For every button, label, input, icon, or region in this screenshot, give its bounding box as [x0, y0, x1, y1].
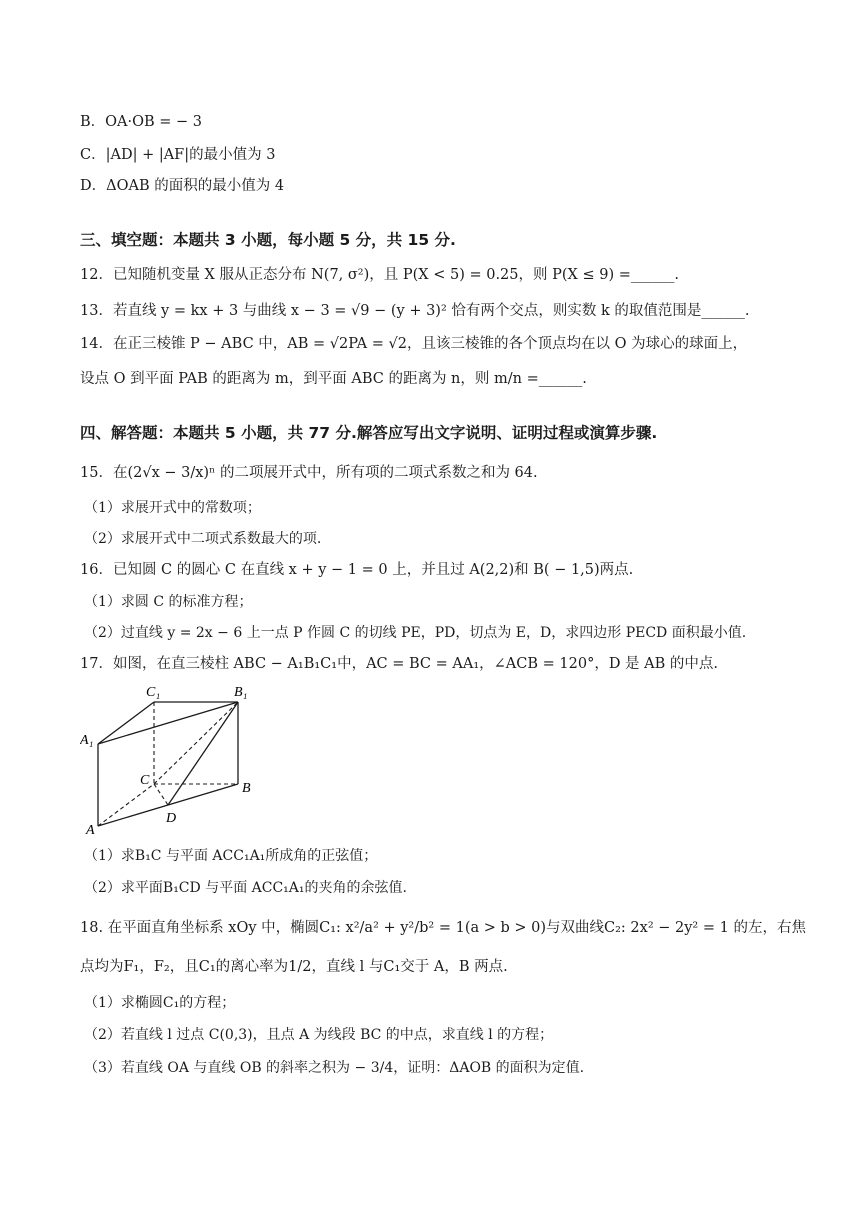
question-17: 17．如图，在直三棱柱 ABC − A₁B₁C₁中，AC = BC = AA₁，∠ACB = 120°，D 是 AB 的中点.	[80, 656, 719, 672]
question-16: 16．已知圆 C 的圆心 C 在直线 x + y − 1 = 0 上，并且过 A(2,2)和 B( − 1,5)两点.	[80, 562, 634, 578]
question-15-part-1: （1）求展开式中的常数项；	[84, 500, 261, 516]
label-c: C	[140, 773, 150, 788]
section-3-heading: 三、填空题：本题共 3 小题，每小题 5 分，共 15 分.	[80, 231, 456, 249]
question-16-part-1: （1）求圆 C 的标准方程；	[84, 594, 253, 610]
label-d: D	[166, 811, 177, 826]
question-15-part-2: （2）求展开式中二项式系数最大的项.	[84, 531, 322, 547]
label-c1: C₁	[146, 685, 161, 700]
label-b1: B₁	[234, 685, 248, 700]
option-b: B．OA·OB = − 3	[80, 114, 203, 130]
question-18-part-1: （1）求椭圆C₁的方程；	[84, 995, 236, 1011]
question-17-part-1: （1）求B₁C 与平面 ACC₁A₁所成角的正弦值；	[84, 848, 378, 864]
label-b: B	[242, 781, 251, 796]
question-14-line-2: 设点 O 到平面 PAB 的距离为 m，到平面 ABC 的距离为 n，则 m/n =______.	[80, 371, 587, 387]
question-18-line-1: 18. 在平面直角坐标系 xOy 中，椭圆C₁: x²/a² + y²/b² = 1(a > b > 0)与双曲线C₂: 2x² − 2y² = 1 的左，右焦	[80, 920, 806, 936]
prism-figure	[80, 680, 280, 840]
option-d: D．ΔOAB 的面积的最小值为 4	[80, 178, 285, 194]
question-18-part-2: （2）若直线 l 过点 C(0,3)，且点 A 为线段 BC 的中点，求直线 l 的方程；	[84, 1027, 554, 1043]
label-a1: A₁	[80, 733, 94, 748]
question-13: 13．若直线 y = kx + 3 与曲线 x − 3 = √9 − (y + 3)² 恰有两个交点，则实数 k 的取值范围是______.	[80, 303, 750, 319]
edge-a-c	[98, 784, 154, 826]
label-a: A	[86, 823, 95, 838]
question-17-part-2: （2）求平面B₁CD 与平面 ACC₁A₁的夹角的余弦值.	[84, 880, 407, 896]
edge-c-d	[154, 784, 168, 805]
question-18-part-3: （3）若直线 OA 与直线 OB 的斜率之积为 − 3/4，证明：ΔAOB 的面积为定值.	[84, 1060, 585, 1076]
question-14-line-1: 14．在正三棱锥 P − ABC 中，AB = √2PA = √2，且该三棱锥的各个顶点均在以 O 为球心的球面上，	[80, 336, 748, 352]
question-18-line-2: 点均为F₁，F₂，且C₁的离心率为1/2，直线 l 与C₁交于 A，B 两点.	[80, 959, 508, 975]
edge-d-b1	[168, 702, 238, 805]
option-c: C．|AD| + |AF|的最小值为 3	[80, 147, 276, 163]
question-12: 12．已知随机变量 X 服从正态分布 N(7, σ²)，且 P(X < 5) = 0.25，则 P(X ≤ 9) =______.	[80, 267, 679, 283]
question-16-part-2: （2）过直线 y = 2x − 6 上一点 P 作圆 C 的切线 PE，PD，切点为 E，D，求四边形 PECD 面积最小值.	[84, 625, 747, 641]
edge-a1-c1	[98, 702, 154, 744]
section-4-heading: 四、解答题：本题共 5 小题，共 77 分.解答应写出文字说明、证明过程或演算步骤.	[80, 424, 658, 442]
question-15: 15．在(2√x − 3/x)ⁿ 的二项展开式中，所有项的二项式系数之和为 64.	[80, 465, 538, 481]
